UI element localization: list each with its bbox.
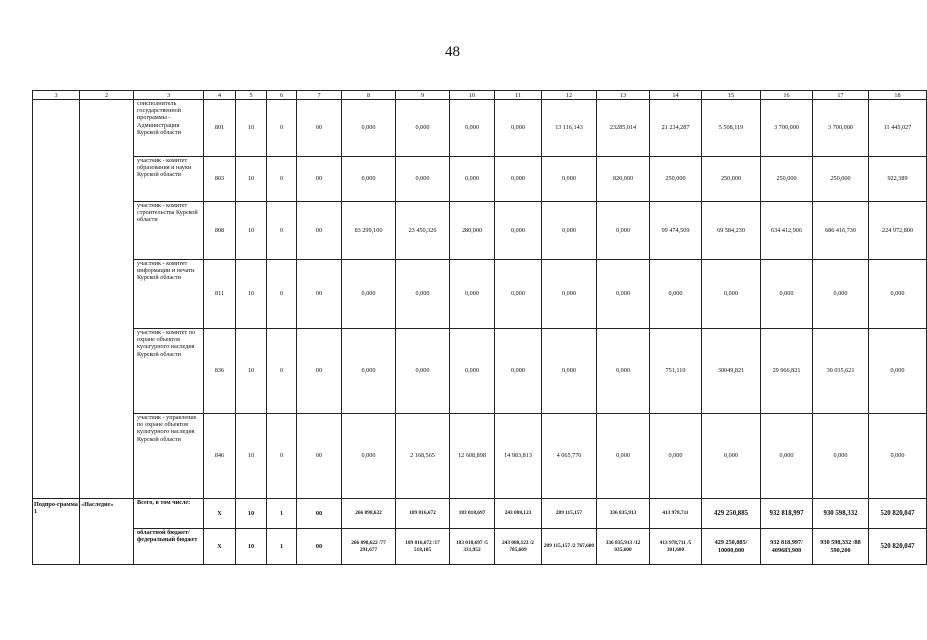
table-cell: 413 978,711 /5 301,600 — [650, 529, 702, 565]
row-description: областной бюджет/ федеральный бюджет — [134, 529, 204, 565]
table-cell: 0,000 — [495, 260, 542, 329]
table-cell: 243 088,123 — [495, 499, 542, 529]
table-cell: 10 — [236, 414, 267, 499]
table-cell: 1 — [267, 529, 297, 565]
table-cell: 0,000 — [650, 260, 702, 329]
table-cell: 250,000 — [702, 157, 761, 202]
table-cell: 520 820,047 — [869, 529, 927, 565]
table-cell: 634 412,906 — [761, 202, 813, 260]
header-cell: 6 — [267, 91, 297, 100]
table-cell: 336 835,913 — [597, 499, 650, 529]
table-row — [33, 157, 927, 202]
table-cell: 0,000 — [450, 329, 495, 414]
table-cell: 0,000 — [396, 157, 450, 202]
table-cell: 0,000 — [450, 260, 495, 329]
table-cell: 23285,014 — [597, 100, 650, 157]
header-cell: 5 — [236, 91, 267, 100]
table-cell: 99 474,509 — [650, 202, 702, 260]
table-cell: 00 — [297, 499, 342, 529]
table-cell: 183 018,697 /5 331,952 — [450, 529, 495, 565]
header-cell: 7 — [297, 91, 342, 100]
table-cell: 266 898,622 /77 291,677 — [342, 529, 396, 565]
table-cell: 250,000 — [761, 157, 813, 202]
table-cell: 0,000 — [396, 329, 450, 414]
table-cell: 0,000 — [597, 202, 650, 260]
table-cell: 29 966,821 — [761, 329, 813, 414]
table-cell: 0,000 — [495, 100, 542, 157]
table-cell: 243 088,123 /2 785,609 — [495, 529, 542, 565]
table-cell: 0 — [267, 100, 297, 157]
table-cell: 183 018,697 — [450, 499, 495, 529]
table-cell: 0,000 — [495, 329, 542, 414]
table-cell: 930 598,332 /88 590,200 — [813, 529, 869, 565]
header-cell: 11 — [495, 91, 542, 100]
header-cell: 16 — [761, 91, 813, 100]
table-row — [33, 100, 927, 157]
table-cell: 429 250,885 — [702, 499, 761, 529]
table-cell: 00 — [297, 260, 342, 329]
table-cell: 0,000 — [542, 157, 597, 202]
table-cell: 289 115,157 /2 767,600 — [542, 529, 597, 565]
row-description: участник - комитет строительства Курской области — [134, 202, 204, 260]
table-cell: 930 598,332 — [813, 499, 869, 529]
table-cell: 0,000 — [542, 202, 597, 260]
table-cell: 0,000 — [650, 414, 702, 499]
table-cell: 0,000 — [542, 329, 597, 414]
header-cell: 18 — [869, 91, 927, 100]
table-cell: 0,000 — [396, 100, 450, 157]
table-cell: 836 — [204, 329, 236, 414]
page-number: 48 — [445, 44, 460, 60]
header-cell: 8 — [342, 91, 396, 100]
table-cell: 250,000 — [813, 157, 869, 202]
table-header-row — [33, 91, 927, 100]
table-cell: 1 — [267, 499, 297, 529]
table-cell: 2 168,565 — [396, 414, 450, 499]
table-cell: 0 — [267, 202, 297, 260]
table-cell: 12 608,898 — [450, 414, 495, 499]
table-cell: 413 978,711 — [650, 499, 702, 529]
header-cell: 15 — [702, 91, 761, 100]
table-cell: 23 450,326 — [396, 202, 450, 260]
table-cell: 00 — [297, 202, 342, 260]
header-cell: 14 — [650, 91, 702, 100]
table-cell: 0 — [267, 414, 297, 499]
table-cell: 820,000 — [597, 157, 650, 202]
table-row — [33, 329, 927, 414]
row-description: Всего, в том числе: — [134, 499, 204, 529]
table-cell: 520 820,047 — [869, 499, 927, 529]
table-cell: 10 — [236, 499, 267, 529]
table-cell: X — [204, 529, 236, 565]
table-cell: 0,000 — [813, 260, 869, 329]
table-cell: 250,000 — [650, 157, 702, 202]
table-cell: 5 508,119 — [702, 100, 761, 157]
table-cell: 0,000 — [396, 260, 450, 329]
table-cell: 10 — [236, 260, 267, 329]
table-cell: 0,000 — [869, 414, 927, 499]
table-cell: 0,000 — [342, 100, 396, 157]
table-cell: 00 — [297, 414, 342, 499]
table-cell: 0,000 — [869, 329, 927, 414]
table-cell: 3 700,000 — [761, 100, 813, 157]
table-cell: 811 — [204, 260, 236, 329]
table-cell: 0,000 — [342, 260, 396, 329]
header-cell: 13 — [597, 91, 650, 100]
header-cell: 3 — [33, 91, 80, 100]
table-cell: 846 — [204, 414, 236, 499]
table-cell: 932 818,997 — [761, 499, 813, 529]
table-cell: 4 065,770 — [542, 414, 597, 499]
table-cell: 0,000 — [702, 414, 761, 499]
table-cell: 0,000 — [761, 414, 813, 499]
header-cell: 9 — [396, 91, 450, 100]
table-cell: 0,000 — [342, 329, 396, 414]
row-description: участник - управление по охране объектов культурного наследия Курской области — [134, 414, 204, 499]
table-cell: 10 — [236, 157, 267, 202]
table-cell: 30049,821 — [702, 329, 761, 414]
table-cell: 0,000 — [495, 202, 542, 260]
table-cell: 10 — [236, 529, 267, 565]
table-cell: 801 — [204, 100, 236, 157]
table-row — [33, 414, 927, 499]
table-cell: 10 — [236, 100, 267, 157]
table-cell: 3 700,000 — [813, 100, 869, 157]
table-cell: 803 — [204, 157, 236, 202]
table-cell: 83 299,100 — [342, 202, 396, 260]
table-cell: 0 — [267, 260, 297, 329]
table-cell: 0 — [267, 157, 297, 202]
subprogram-name: «Наследие» — [80, 499, 134, 565]
table-cell: 10 — [236, 202, 267, 260]
header-cell: 4 — [204, 91, 236, 100]
header-cell: 10 — [450, 91, 495, 100]
table-cell: 21 234,287 — [650, 100, 702, 157]
row-description: участник - комитет по охране объектов культурного наследия Курской области — [134, 329, 204, 414]
header-cell: 3 — [134, 91, 204, 100]
table-cell: 10 — [236, 329, 267, 414]
row-description: участник - комитет информации и печати Курской области — [134, 260, 204, 329]
subprogram-label: Подпро-грамма 1 — [33, 499, 80, 565]
table-cell: 0 — [267, 329, 297, 414]
subprogram-total-row — [33, 499, 927, 529]
header-cell: 2 — [80, 91, 134, 100]
table-cell: 0,000 — [761, 260, 813, 329]
table-cell: 189 816,672 /17 518,105 — [396, 529, 450, 565]
table-cell: 266 898,622 — [342, 499, 396, 529]
row-description: соисполнитель государственной программы - Администрация Курской области — [134, 100, 204, 157]
row-description: участник - комитет образования и науки Курской области — [134, 157, 204, 202]
table-cell: 0,000 — [597, 414, 650, 499]
table-cell: 0,000 — [450, 157, 495, 202]
table-cell: 0,000 — [597, 329, 650, 414]
table-cell: 0,000 — [342, 414, 396, 499]
table-cell: 13 116,143 — [542, 100, 597, 157]
table-cell: 932 818,997/ 409683,900 — [761, 529, 813, 565]
table-cell: 429 250,885/ 10000,000 — [702, 529, 761, 565]
table-cell: X — [204, 499, 236, 529]
table-cell: 00 — [297, 157, 342, 202]
table-cell: 289 115,157 — [542, 499, 597, 529]
table-cell: 14 983,813 — [495, 414, 542, 499]
table-cell: 0,000 — [495, 157, 542, 202]
table-cell: 0,000 — [597, 260, 650, 329]
table-cell: 11 445,027 — [869, 100, 927, 157]
table-cell: 0,000 — [450, 100, 495, 157]
table-cell: 0,000 — [813, 414, 869, 499]
table-cell: 0,000 — [869, 260, 927, 329]
table-cell: 808 — [204, 202, 236, 260]
table-row — [33, 260, 927, 329]
budget-table — [32, 90, 927, 565]
table-cell: 69 584,230 — [702, 202, 761, 260]
table-cell: 00 — [297, 329, 342, 414]
table-cell: 0,000 — [542, 260, 597, 329]
table-cell: 336 835,913 /12 035,600 — [597, 529, 650, 565]
table-cell: 00 — [297, 100, 342, 157]
table-cell: 686 416,730 — [813, 202, 869, 260]
table-cell: 30 035,621 — [813, 329, 869, 414]
subprogram-budget-row — [33, 529, 927, 565]
table-cell: 224 972,800 — [869, 202, 927, 260]
empty-cell — [33, 100, 80, 499]
header-cell: 12 — [542, 91, 597, 100]
table-cell: 751,110 — [650, 329, 702, 414]
table-cell: 280,000 — [450, 202, 495, 260]
table-cell: 0,000 — [702, 260, 761, 329]
table-cell: 189 816,672 — [396, 499, 450, 529]
table-cell: 0,000 — [342, 157, 396, 202]
empty-cell — [80, 100, 134, 499]
table-row — [33, 202, 927, 260]
header-cell: 17 — [813, 91, 869, 100]
table-cell: 922,389 — [869, 157, 927, 202]
table-cell: 00 — [297, 529, 342, 565]
